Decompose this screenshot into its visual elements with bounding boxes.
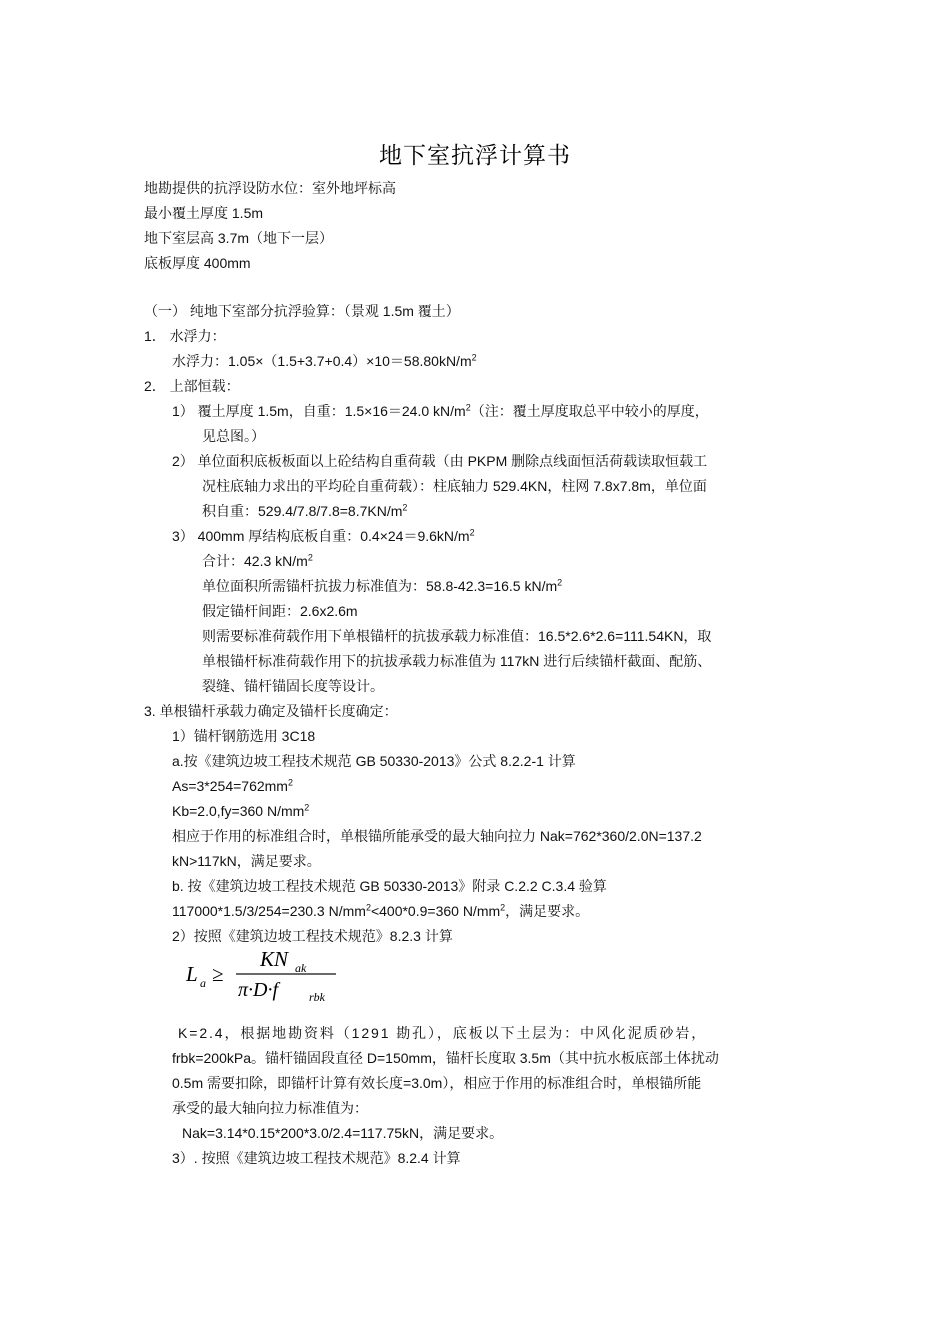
concrete-weight-line: 积自重：$529.4/7.8/7.8=8.7KN/m^2$ bbox=[202, 502, 408, 519]
condition-line: 承受的最大轴向拉力标准值为： bbox=[172, 1100, 368, 1116]
page-title: 地下室抗浮计算书 bbox=[379, 142, 571, 168]
soil-weight-note: 见总图。） bbox=[202, 428, 265, 444]
formula-lhs: L bbox=[186, 962, 198, 986]
condition-line: K=2.4，根据地勘资料（1291 勘孔），底板以下土层为：中风化泥质砂岩， bbox=[178, 1025, 708, 1041]
item-label: 1． 水浮力： bbox=[144, 328, 226, 344]
slab-weight-line: 3） 400mm 厚结构底板自重：$0.4\times 24=9.6kN/m^2$ bbox=[172, 527, 475, 544]
intro-line: 最小覆土厚度 1.5m bbox=[144, 205, 264, 221]
spacing-line: 假定锚杆间距：2.6x2.6m bbox=[202, 603, 358, 619]
intro-line: 地下室层高 3.7m（地下一层） bbox=[144, 230, 334, 246]
rebar-line: 1）锚杆钢筋选用 3C18 bbox=[172, 728, 316, 744]
buoyancy-line: 水浮力：$1.05\times(1.5+3.7+0.4)\times 10=58.80kN/m^2$ bbox=[172, 352, 477, 369]
formula-denominator-sub: rbk bbox=[309, 990, 325, 1002]
required-line: 单位面积所需锚杆抗拔力标准值为：58.8-42.3=16.5 $kN/m^2$ bbox=[202, 577, 563, 594]
section-heading: 3. 单根锚杆承载力确定及锚杆长度确定： bbox=[144, 703, 398, 719]
total-line: 合计：42.3 $kN/m^2$ bbox=[202, 552, 313, 569]
need-line: 单根锚杆标准荷载作用下的抗拔承载力标准值为 117kN 进行后续锚杆截面、配筋、 bbox=[202, 653, 712, 669]
check-b-line: b. 按《建筑边坡工程技术规范 GB 50330-2013》附录 C.2.2 C.3.4 验算 bbox=[172, 878, 607, 894]
length-check-line: 2）按照《建筑边坡工程技术规范》8.2.3 计算 bbox=[172, 928, 453, 944]
need-line: 裂缝、锚杆锚固长度等设计。 bbox=[202, 678, 384, 694]
condition-line: 0.5m 需要扣除，即锚杆计算有效长度=3.0m），相应于作用的标准组合时，单根锚所能 bbox=[172, 1075, 702, 1091]
formula-denominator: π·D·f bbox=[238, 979, 279, 1001]
nak-line: kN>117kN，满足要求。 bbox=[172, 853, 321, 869]
intro-line: 地勘提供的抗浮设防水位：室外地坪标高 bbox=[144, 180, 396, 196]
section-heading: （一） 纯地下室部分抗浮验算：（景观 1.5m 覆土） bbox=[144, 303, 460, 319]
intro-line: 底板厚度 400mm bbox=[144, 255, 251, 271]
concrete-weight-line: 况柱底轴力求出的平均砼自重荷载）：柱底轴力 529.4KN，柱网 7.8x7.8m，单位面 bbox=[202, 478, 707, 494]
item-label: 2． 上部恒载： bbox=[144, 378, 240, 394]
formula-svg bbox=[182, 944, 352, 1002]
check-a-line: a.按《建筑边坡工程技术规范 GB 50330-2013》公式 8.2.2-1 计算 bbox=[172, 753, 576, 769]
next-check-line: 3）. 按照《建筑边坡工程技术规范》8.2.4 计算 bbox=[172, 1150, 461, 1166]
condition-line: frbk=200kPa。锚杆锚固段直径 D=150mm，锚杆长度取 3.5m（其中抗水板底部土体扰动 bbox=[172, 1050, 719, 1066]
formula-numerator: KN bbox=[260, 947, 289, 971]
need-line: 则需要标准荷载作用下单根锚杆的抗拔承载力标准值：16.5*2.6*2.6=111.54KN，取 bbox=[202, 628, 712, 644]
nak-result-line: Nak=3.14*0.15*200*3.0/2.4=117.75kN，满足要求。 bbox=[182, 1125, 504, 1141]
nak-line: 相应于作用的标准组合时，单根锚所能承受的最大轴向拉力 Nak=762*360/2.0N=137.2 bbox=[172, 828, 702, 844]
anchor-length-formula bbox=[182, 944, 352, 1002]
formula-operator: ≥ bbox=[212, 962, 224, 986]
formula-numerator-sub: ak bbox=[295, 961, 307, 975]
concrete-weight-line: 2） 单位面积底板板面以上砼结构自重荷载（由 PKPM 删除点线面恒活荷载读取恒载工 bbox=[172, 453, 708, 469]
stress-check-line: 117000*1.5/3/254=230.3 $N/mm^2<400*0.9=360$ $N/mm^2$，满足要求。 bbox=[172, 902, 590, 919]
as-line: $As=3*254=762mm^2$ bbox=[172, 777, 293, 794]
kb-line: Kb=2.0,fy=360 $N/mm^2$ bbox=[172, 802, 310, 819]
formula-lhs-sub: a bbox=[200, 976, 206, 990]
soil-weight-line: 1） 覆土厚度 1.5m，自重：1.5×16＝24.0 $kN/m^2$（注：覆土厚度取总平中较小的厚度， bbox=[172, 402, 709, 419]
